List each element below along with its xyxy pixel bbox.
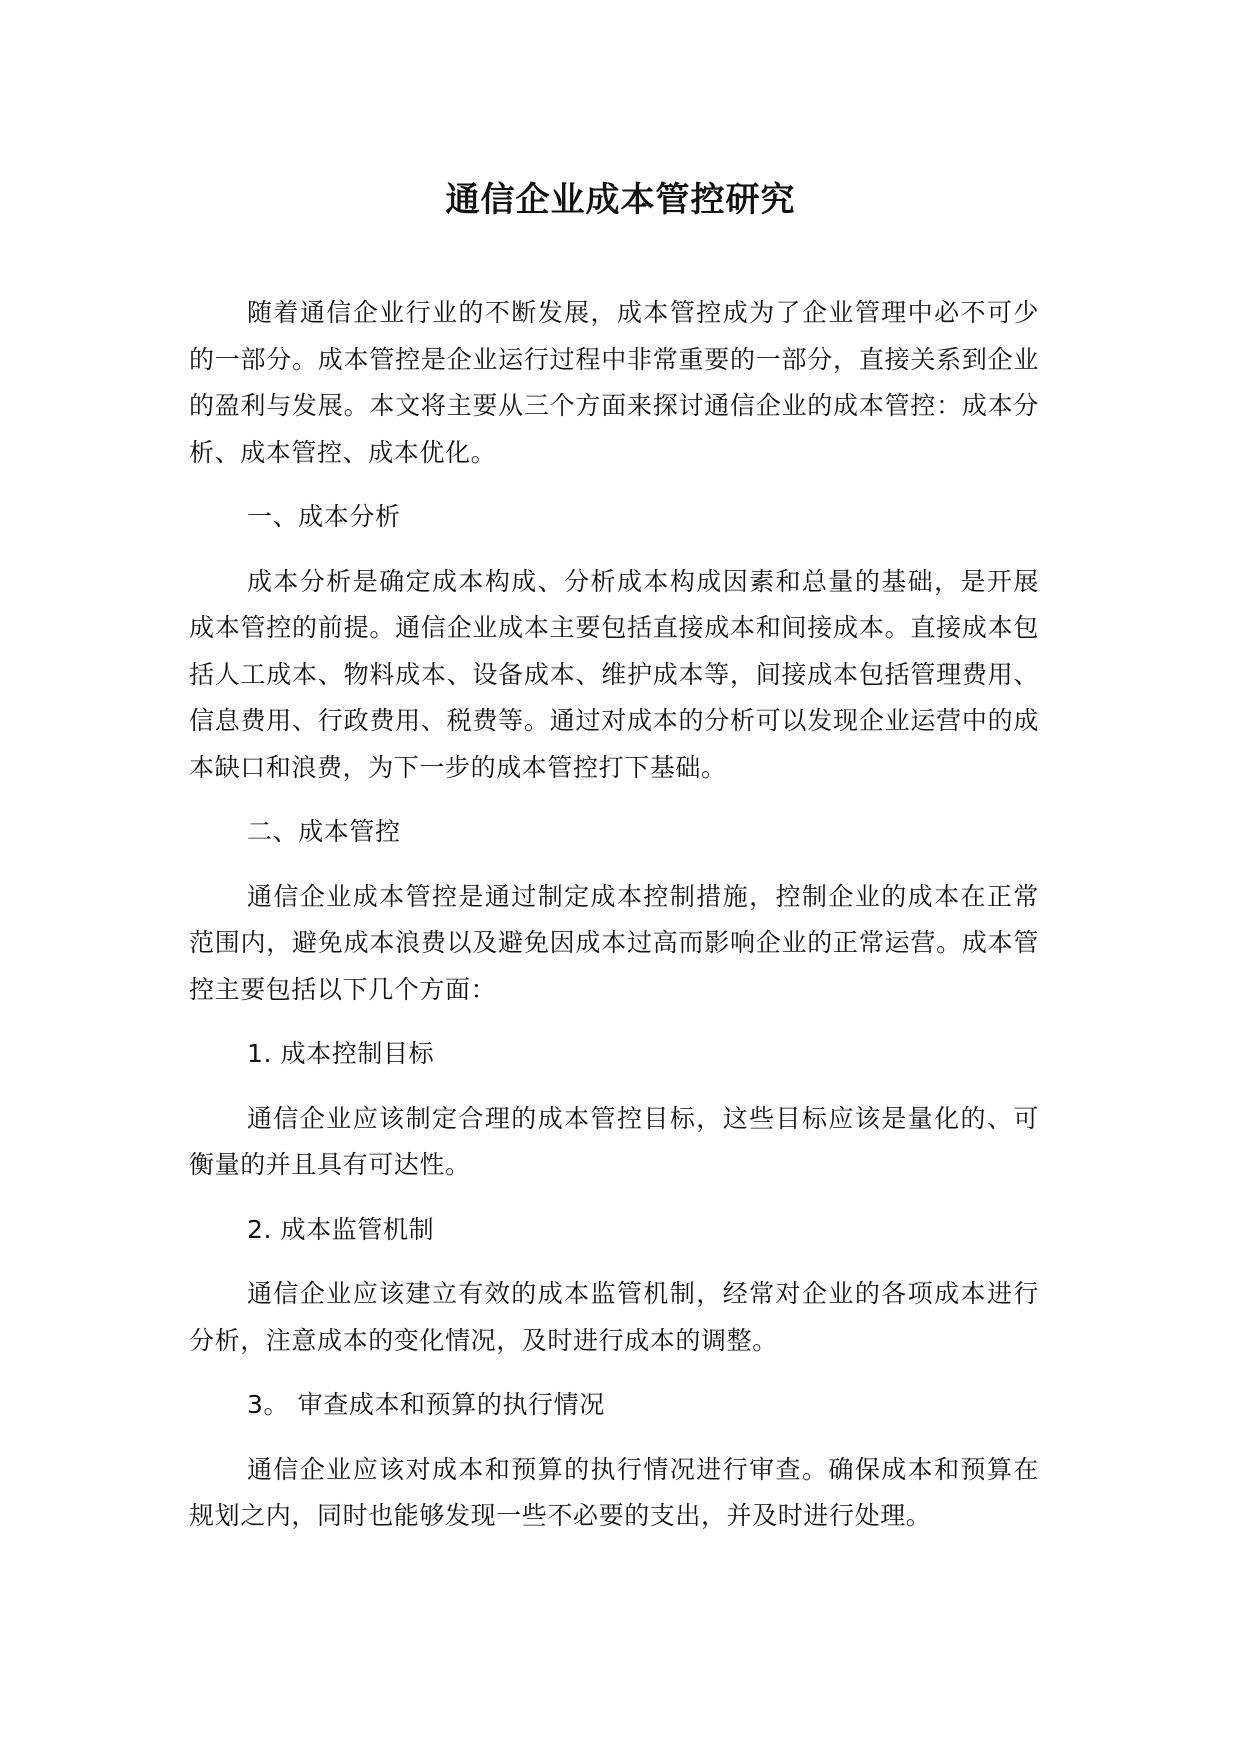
section-heading-cost-control: 二、成本管控 xyxy=(247,817,401,846)
section-heading-cost-analysis: 一、成本分析 xyxy=(247,502,401,531)
document-title: 通信企业成本管控研究 xyxy=(445,180,796,220)
subheading-supervision-mechanism: 2. 成本监管机制 xyxy=(247,1214,435,1244)
intro-paragraph: 随着通信企业行业的不断发展，成本管控成为了企业管理中必不可少的一部分。成本管控是企业运行过程中非常重要的一部分，直接关系到企业的盈利与发展。本文将主要从三个方面来探讨通信企业的成本管控：成本分析、成本管控、成本优化。 xyxy=(189,298,1039,467)
subheading-budget-review: 3。 审查成本和预算的执行情况 xyxy=(247,1390,605,1419)
supervision-mechanism-paragraph: 通信企业应该建立有效的成本监管机制，经常对企业的各项成本进行分析，注意成本的变化情况，及时进行成本的调整。 xyxy=(189,1279,1039,1355)
cost-control-paragraph: 通信企业成本管控是通过制定成本控制措施，控制企业的成本在正常范围内，避免成本浪费以及避免因成本过高而影响企业的正常运营。成本管控主要包括以下几个方面： xyxy=(189,881,1039,1004)
control-target-paragraph: 通信企业应该制定合理的成本管控目标，这些目标应该是量化的、可衡量的并且具有可达性。 xyxy=(189,1103,1039,1179)
subheading-control-target: 1. 成本控制目标 xyxy=(247,1039,435,1068)
document-body xyxy=(189,290,1039,1558)
cost-analysis-paragraph: 成本分析是确定成本构成、分析成本构成因素和总量的基础，是开展成本管控的前提。通信企业成本主要包括直接成本和间接成本。直接成本包括人工成本、物料成本、设备成本、维护成本等，间接成本包括管理费用、信息费用、行政费用、税费等。通过对成本的分析可以发现企业运营中的成本缺口和浪费，为下一步的成本管控打下基础。 xyxy=(189,566,1039,782)
budget-review-paragraph: 通信企业应该对成本和预算的执行情况进行审查。确保成本和预算在规划之内，同时也能够发现一些不必要的支出，并及时进行处理。 xyxy=(189,1454,1039,1530)
